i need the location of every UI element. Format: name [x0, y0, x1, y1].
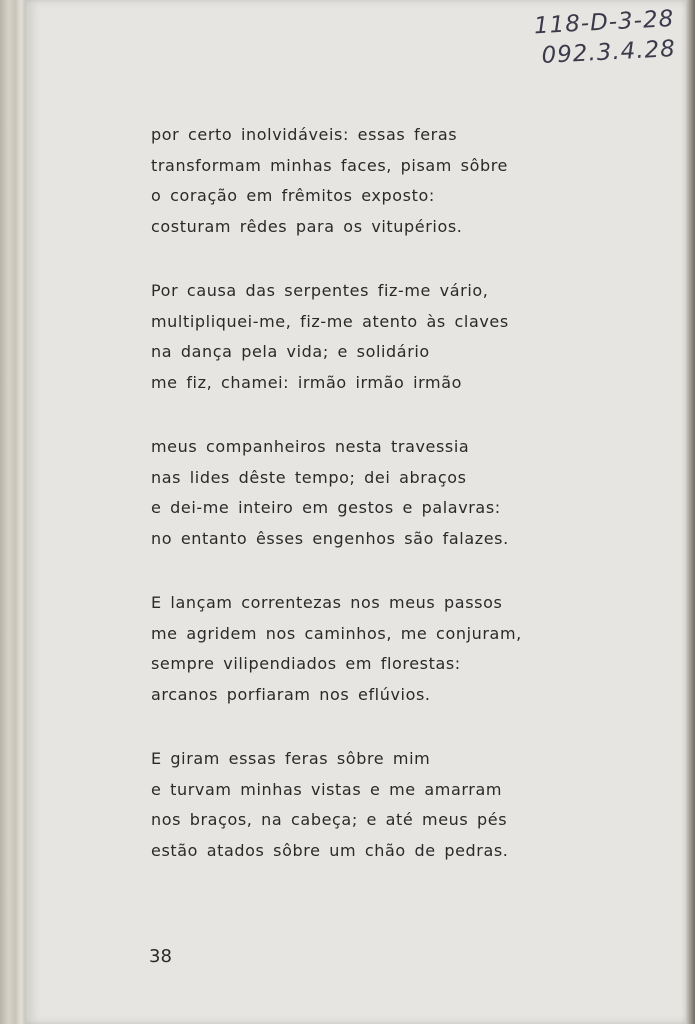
poem-text: [151, 120, 551, 900]
shelfmark-line-1: 118-D-3-28: [532, 5, 675, 40]
page-stack-edge: [0, 0, 28, 1024]
verse-line: E giram essas feras sôbre mim: [151, 749, 431, 768]
verse-line: nos braços, na cabeça; e até meus pés: [151, 810, 508, 829]
page-number: 38: [149, 946, 172, 967]
verse-line: Por causa das serpentes fiz-me vário,: [151, 281, 489, 300]
verse-line: por certo inolvidáveis: essas feras: [151, 125, 458, 144]
verse-line: transformam minhas faces, pisam sôbre: [151, 155, 509, 175]
verse-line: e dei-me inteiro em gestos e palavras:: [151, 498, 501, 517]
verse-line: multipliquei-me, fiz-me atento às claves: [151, 311, 509, 331]
verse-line: o coração em frêmitos exposto:: [151, 186, 435, 205]
stanza-5: [151, 744, 551, 866]
verse-line: nas lides dêste tempo; dei abraços: [151, 467, 467, 487]
verse-line: arcanos porfiaram nos eflúvios.: [151, 684, 431, 704]
verse-line: sempre vilipendiados em florestas:: [151, 654, 461, 673]
stanza-1: [151, 120, 551, 242]
verse-line: estão atados sôbre um chão de pedras.: [151, 840, 509, 860]
verse-line: na dança pela vida; e solidário: [151, 342, 430, 361]
verse-line: e turvam minhas vistas e me amarram: [151, 779, 503, 799]
verse-line: me agridem nos caminhos, me conjuram,: [151, 623, 522, 643]
handwritten-shelfmark: [533, 4, 676, 71]
verse-line: no entanto êsses engenhos são falazes.: [151, 528, 509, 548]
stanza-3: [151, 432, 551, 554]
verse-line: meus companheiros nesta travessia: [151, 437, 470, 456]
shelfmark-line-2: 092.3.4.28: [540, 35, 677, 69]
verse-line: me fiz, chamei: irmão irmão irmão: [151, 372, 462, 392]
verse-line: E lançam correntezas nos meus passos: [151, 593, 503, 612]
stanza-2: [151, 276, 551, 398]
verse-line: costuram rêdes para os vitupérios.: [151, 216, 463, 236]
stanza-4: [151, 588, 551, 710]
page-right-edge: [686, 0, 695, 1024]
